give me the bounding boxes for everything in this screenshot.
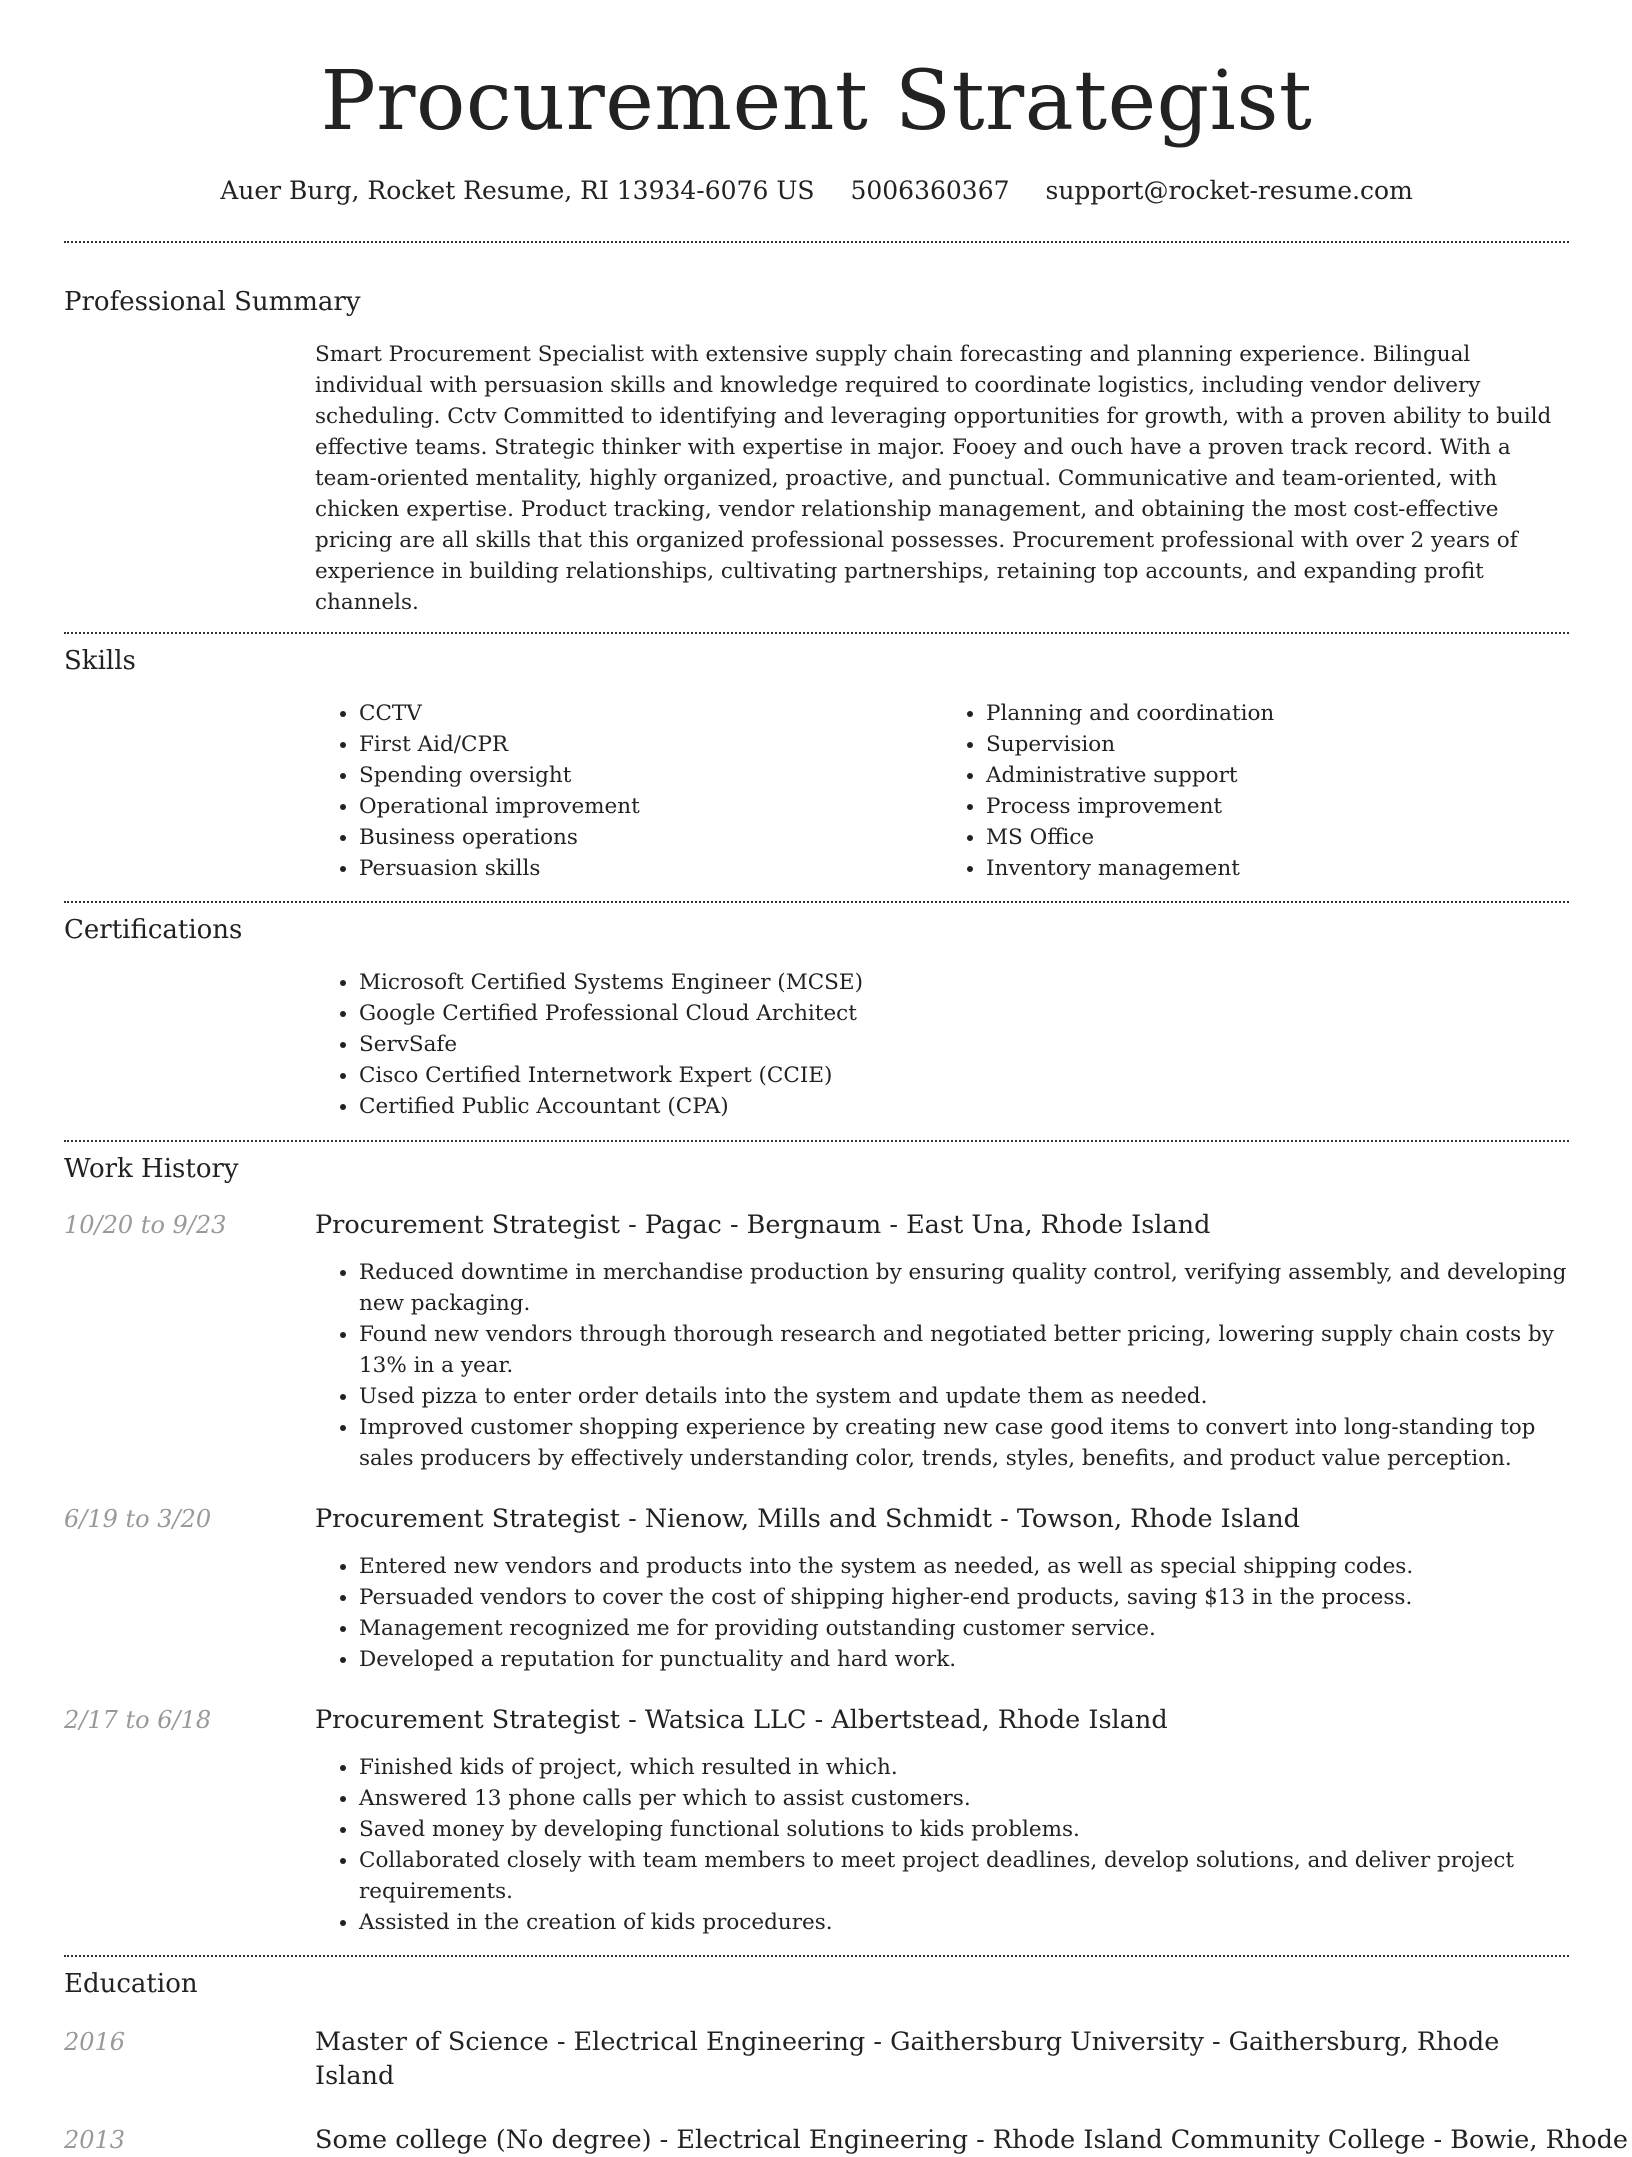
certification-item: • Microsoft Certified Systems Engineer (MCSE) xyxy=(359,967,1569,998)
job-entry xyxy=(64,1502,1569,1675)
education-entry xyxy=(64,2123,1629,2157)
education-title: Education xyxy=(64,1969,198,1999)
skills-section xyxy=(64,634,1569,884)
education-section xyxy=(64,1957,1629,2157)
summary-title: Professional Summary xyxy=(64,287,361,317)
job-bullet: • Assisted in the creation of kids procedures. xyxy=(359,1907,1569,1938)
job-title: Procurement Strategist - Watsica LLC - Albertstead, Rhode Island xyxy=(315,1705,1168,1735)
job-title: Procurement Strategist - Nienow, Mills and Schmidt - Towson, Rhode Island xyxy=(315,1504,1300,1534)
skill-item: • Spending oversight xyxy=(359,760,942,791)
skill-item: • Planning and coordination xyxy=(986,698,1569,729)
certifications-section xyxy=(64,903,1569,1122)
job-bullet: • Found new vendors through thorough research and negotiated better pricing, lowering supply chain costs by 13% in a year. xyxy=(359,1319,1569,1381)
skill-item: • Process improvement xyxy=(986,791,1569,822)
skills-title: Skills xyxy=(64,646,136,676)
contact-phone: 5006360367 xyxy=(850,176,1010,205)
job-bullets xyxy=(315,1551,1569,1675)
job-bullet: • Reduced downtime in merchandise production by ensuring quality control, verifying assembly, and developing new packaging. xyxy=(359,1257,1569,1319)
contact-address: Auer Burg, Rocket Resume, RI 13934-6076 US xyxy=(220,176,815,205)
job-bullet: • Improved customer shopping experience by creating new case good items to convert into long-standing top sales producers by effectively understanding color, trends, styles, benefits, and product value perception. xyxy=(359,1412,1569,1474)
certification-item: • ServSafe xyxy=(359,1029,1569,1060)
job-bullet: • Management recognized me for providing outstanding customer service. xyxy=(359,1613,1569,1644)
job-bullet: • Saved money by developing functional solutions to kids problems. xyxy=(359,1814,1569,1845)
job-dates: 2/17 to 6/18 xyxy=(64,1706,212,1734)
job-bullet-list xyxy=(315,1257,1569,1474)
job-bullets xyxy=(315,1257,1569,1474)
skills-list-left xyxy=(315,698,942,884)
skill-item: • Administrative support xyxy=(986,760,1569,791)
contact-line xyxy=(64,174,1569,208)
skill-item: • Persuasion skills xyxy=(359,853,942,884)
work-title: Work History xyxy=(64,1154,239,1184)
certifications-body xyxy=(315,967,1569,1122)
certification-item: • Google Certified Professional Cloud Architect xyxy=(359,998,1569,1029)
certifications-list xyxy=(315,967,1569,1122)
resume-page xyxy=(64,0,1629,2157)
skill-item: • Inventory management xyxy=(986,853,1569,884)
education-text: Some college (No degree) - Electrical Engineering - Rhode Island Community College - Bowie, Rhode xyxy=(315,2125,1629,2155)
education-entry xyxy=(64,2025,1569,2093)
job-bullet: • Answered 13 phone calls per which to assist customers. xyxy=(359,1783,1569,1814)
summary-section xyxy=(64,243,1569,618)
job-bullet: • Collaborated closely with team members to meet project deadlines, develop solutions, and deliver project requirements. xyxy=(359,1845,1569,1907)
skills-grid xyxy=(315,698,1569,884)
job-entry xyxy=(64,1208,1569,1474)
job-dates: 6/19 to 3/20 xyxy=(64,1505,212,1533)
education-text: Master of Science - Electrical Engineering - Gaithersburg University - Gaithersburg, Rhode Island xyxy=(315,2027,1500,2091)
skill-item: • Business operations xyxy=(359,822,942,853)
job-dates: 10/20 to 9/23 xyxy=(64,1211,227,1239)
education-year: 2013 xyxy=(64,2126,126,2154)
job-bullet: • Developed a reputation for punctuality and hard work. xyxy=(359,1644,1569,1675)
job-bullet: • Entered new vendors and products into the system as needed, as well as special shipping codes. xyxy=(359,1551,1569,1582)
summary-body xyxy=(315,339,1569,618)
skill-item: • CCTV xyxy=(359,698,942,729)
job-entry xyxy=(64,1703,1569,1938)
job-bullet: • Persuaded vendors to cover the cost of shipping higher-end products, saving $13 in the process. xyxy=(359,1582,1569,1613)
job-title: Procurement Strategist - Pagac - Bergnaum - East Una, Rhode Island xyxy=(315,1210,1211,1240)
certifications-title: Certifications xyxy=(64,915,243,945)
job-bullet: • Finished kids of project, which resulted in which. xyxy=(359,1752,1569,1783)
job-bullets xyxy=(315,1752,1569,1938)
summary-text: Smart Procurement Specialist with extensive supply chain forecasting and planning experience. Bilingual individual with persuasion skills and knowledge required to coordinate logistics, including vendor delivery scheduling. Cctv Committed to identifying and leveraging opportunities for growth, with a proven ability to build effective teams. Strategic thinker with expertise in major. Fooey and ouch have a proven track record. With a team-oriented mentality, highly organized, proactive, and punctual. Communicative and team-oriented, with chicken expertise. Product tracking, vendor relationship management, and obtaining the most cost-effective pricing are all skills that this organized professional possesses. Procurement professional with over 2 years of experience in building relationships, cultivating partnerships, retaining top accounts, and expanding profit channels. xyxy=(315,342,1552,615)
certification-item: • Certified Public Accountant (CPA) xyxy=(359,1091,1569,1122)
skill-item: • MS Office xyxy=(986,822,1569,853)
skill-item: • Operational improvement xyxy=(359,791,942,822)
skill-item: • First Aid/CPR xyxy=(359,729,942,760)
contact-email: support@rocket-resume.com xyxy=(1045,176,1413,205)
skill-item: • Supervision xyxy=(986,729,1569,760)
education-year: 2016 xyxy=(64,2028,126,2056)
resume-name: Procurement Strategist xyxy=(320,54,1313,149)
certification-item: • Cisco Certified Internetwork Expert (CCIE) xyxy=(359,1060,1569,1091)
job-bullet-list xyxy=(315,1551,1569,1675)
skills-list-right xyxy=(942,698,1569,884)
work-section xyxy=(64,1142,1569,1938)
job-bullet: • Used pizza to enter order details into the system and update them as needed. xyxy=(359,1381,1569,1412)
job-bullet-list xyxy=(315,1752,1569,1938)
